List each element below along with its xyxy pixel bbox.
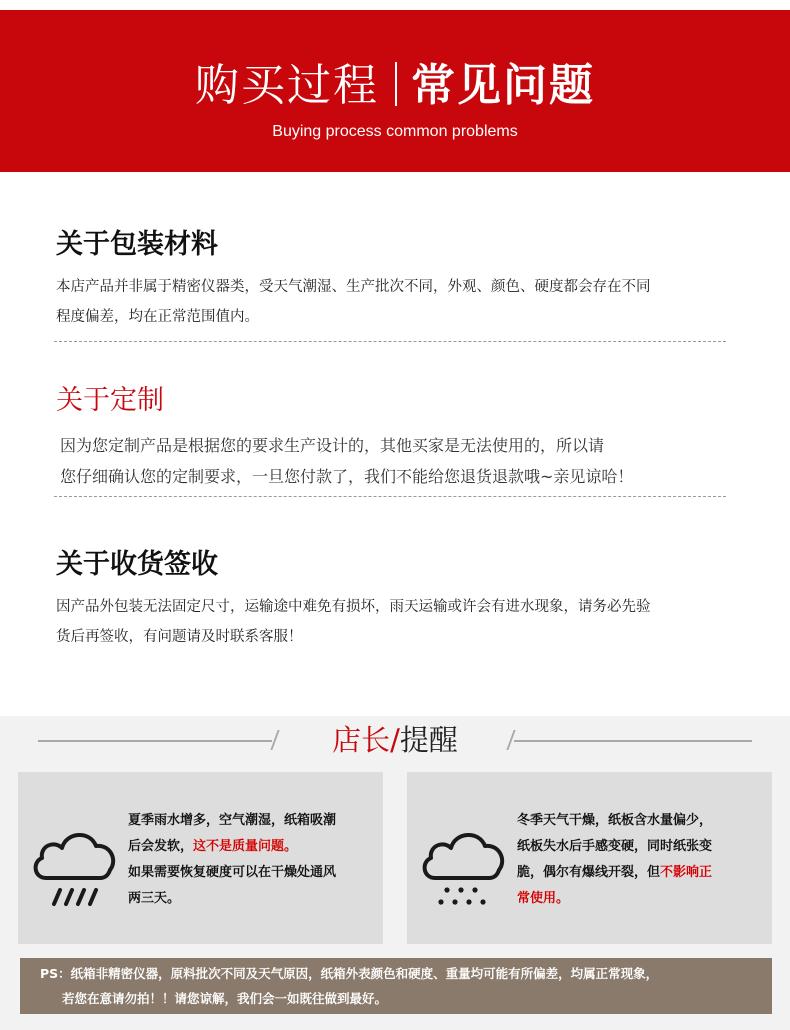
section-custom-line-2: 您仔细确认您的定制要求，一旦您付款了，我们不能给您退货退款哦~亲见谅哈！ bbox=[60, 467, 634, 486]
tip-card-summer-text bbox=[128, 808, 378, 912]
tip-card-summer bbox=[18, 772, 383, 944]
section-packaging-line-2: 程度偏差，均在正常范围值内。 bbox=[56, 309, 259, 325]
header-title bbox=[0, 56, 790, 116]
header-title-bold: 常见问题 bbox=[411, 60, 595, 111]
header-subtitle: Buying process common problems bbox=[272, 123, 518, 140]
section-receipt-line-1: 因产品外包装无法固定尺寸，运输途中难免有损坏，雨天运输或许会有进水现象，请务必先验 bbox=[56, 599, 651, 615]
header-title-light: 购买过程 bbox=[195, 60, 379, 111]
header-title-divider bbox=[395, 62, 397, 106]
section-packaging-title: 关于包装材料 bbox=[56, 229, 218, 260]
tip-winter-line-3-pre: 脆，偶尔有爆线开裂，但 bbox=[517, 865, 661, 880]
ps-notice bbox=[20, 958, 772, 1014]
tips-title bbox=[0, 718, 790, 759]
tip-summer-line-4: 两三天。 bbox=[128, 891, 181, 906]
tip-card-winter bbox=[407, 772, 772, 944]
tip-card-winter-text bbox=[517, 808, 767, 912]
divider bbox=[54, 341, 726, 342]
divider bbox=[54, 496, 726, 497]
section-receipt-title: 关于收货签收 bbox=[56, 549, 218, 580]
tips-band-top bbox=[0, 706, 790, 716]
tip-winter-line-4: 常使用。 bbox=[517, 891, 570, 906]
tip-summer-line-2-pre: 后会发软， bbox=[128, 839, 194, 854]
tip-summer-highlight: 这不是质量问题。 bbox=[193, 839, 298, 854]
tips-title-dark: 提醒 bbox=[399, 723, 458, 757]
rain-cloud-icon bbox=[28, 820, 120, 910]
section-packaging-line-1: 本店产品并非属于精密仪器类，受天气潮湿、生产批次不同，外观、颜色、硬度都会存在不同 bbox=[56, 279, 651, 295]
section-custom-title: 关于定制 bbox=[56, 385, 164, 416]
tip-winter-line-3 bbox=[517, 860, 767, 886]
section-packaging-body bbox=[56, 272, 736, 332]
section-receipt-body bbox=[56, 592, 736, 652]
tip-summer-line-1: 夏季雨水增多，空气潮湿，纸箱吸潮 bbox=[128, 813, 337, 828]
tip-summer-line-2 bbox=[128, 834, 378, 860]
tips-title-red: 店长/ bbox=[332, 723, 400, 757]
section-custom-body bbox=[60, 430, 740, 492]
tip-winter-highlight: 不影响正 bbox=[660, 865, 713, 880]
tip-summer-line-3: 如果需要恢复硬度可以在干燥处通风 bbox=[128, 865, 337, 880]
header-banner bbox=[0, 10, 790, 172]
tip-winter-line-1: 冬季天气干燥，纸板含水量偏少， bbox=[517, 813, 713, 828]
snow-cloud-icon bbox=[417, 820, 509, 910]
ps-line-2: 若您在意请勿拍！！请您谅解，我们会一如既往做到最好。 bbox=[62, 991, 388, 1006]
tip-winter-line-2: 纸板失水后手感变硬，同时纸张变 bbox=[517, 839, 713, 854]
ps-line-1: PS：纸箱非精密仪器，原料批次不同及天气原因，纸箱外表颜色和硬度、重量均可能有所偏差，均属正常现象， bbox=[40, 966, 659, 981]
section-custom-line-1: 因为您定制产品是根据您的要求生产设计的，其他买家是无法使用的，所以请 bbox=[60, 436, 605, 455]
section-receipt-line-2: 货后再签收，有问题请及时联系客服！ bbox=[56, 629, 303, 645]
